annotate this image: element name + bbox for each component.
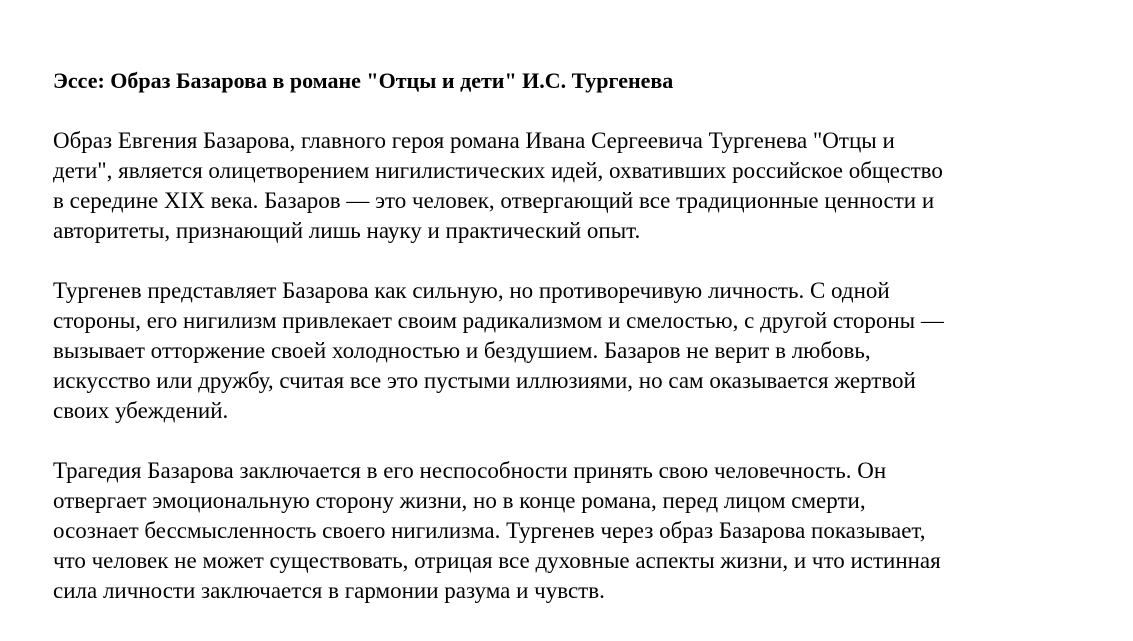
paragraph-line: Образ Евгения Базарова, главного героя романа Ивана Сергеевича Тургенева "Отцы и: [53, 128, 895, 153]
spacer: [53, 96, 1093, 126]
essay-document: [53, 66, 1093, 606]
paragraph-line: в середине XIX века. Базаров — это человек, отвергающий все традиционные ценности и: [53, 188, 935, 213]
paragraph-line: стороны, его нигилизм привлекает своим радикализмом и смелостью, с другой стороны —: [53, 308, 944, 333]
paragraph-line: отвергает эмоциональную сторону жизни, но в конце романа, перед лицом смерти,: [53, 488, 866, 513]
paragraph-line: авторитеты, признающий лишь науку и практический опыт.: [53, 218, 641, 243]
paragraph-line: сила личности заключается в гармонии разума и чувств.: [53, 578, 605, 603]
paragraph-3: [53, 456, 1093, 606]
spacer: [53, 426, 1093, 456]
paragraph-line: Тургенев представляет Базарова как сильную, но противоречивую личность. С одной: [53, 278, 890, 303]
paragraph-line: Трагедия Базарова заключается в его неспособности принять свою человечность. Он: [53, 458, 887, 483]
paragraph-2: [53, 276, 1093, 426]
paragraph-line: дети", является олицетворением нигилистических идей, охвативших российское общество: [53, 158, 943, 183]
paragraph-line: осознает бессмысленность своего нигилизма. Тургенев через образ Базарова показывает,: [53, 518, 926, 543]
spacer: [53, 246, 1093, 276]
paragraph-line: искусство или дружбу, считая все это пустыми иллюзиями, но сам оказывается жертвой: [53, 368, 916, 393]
essay-title: Эссе: Образ Базарова в романе "Отцы и дети" И.С. Тургенева: [53, 68, 674, 93]
paragraph-1: [53, 126, 1093, 246]
paragraph-line: вызывает отторжение своей холодностью и бездушием. Базаров не верит в любовь,: [53, 338, 871, 363]
paragraph-line: своих убеждений.: [53, 398, 229, 423]
paragraph-line: что человек не может существовать, отрицая все духовные аспекты жизни, и что истинная: [53, 548, 941, 573]
